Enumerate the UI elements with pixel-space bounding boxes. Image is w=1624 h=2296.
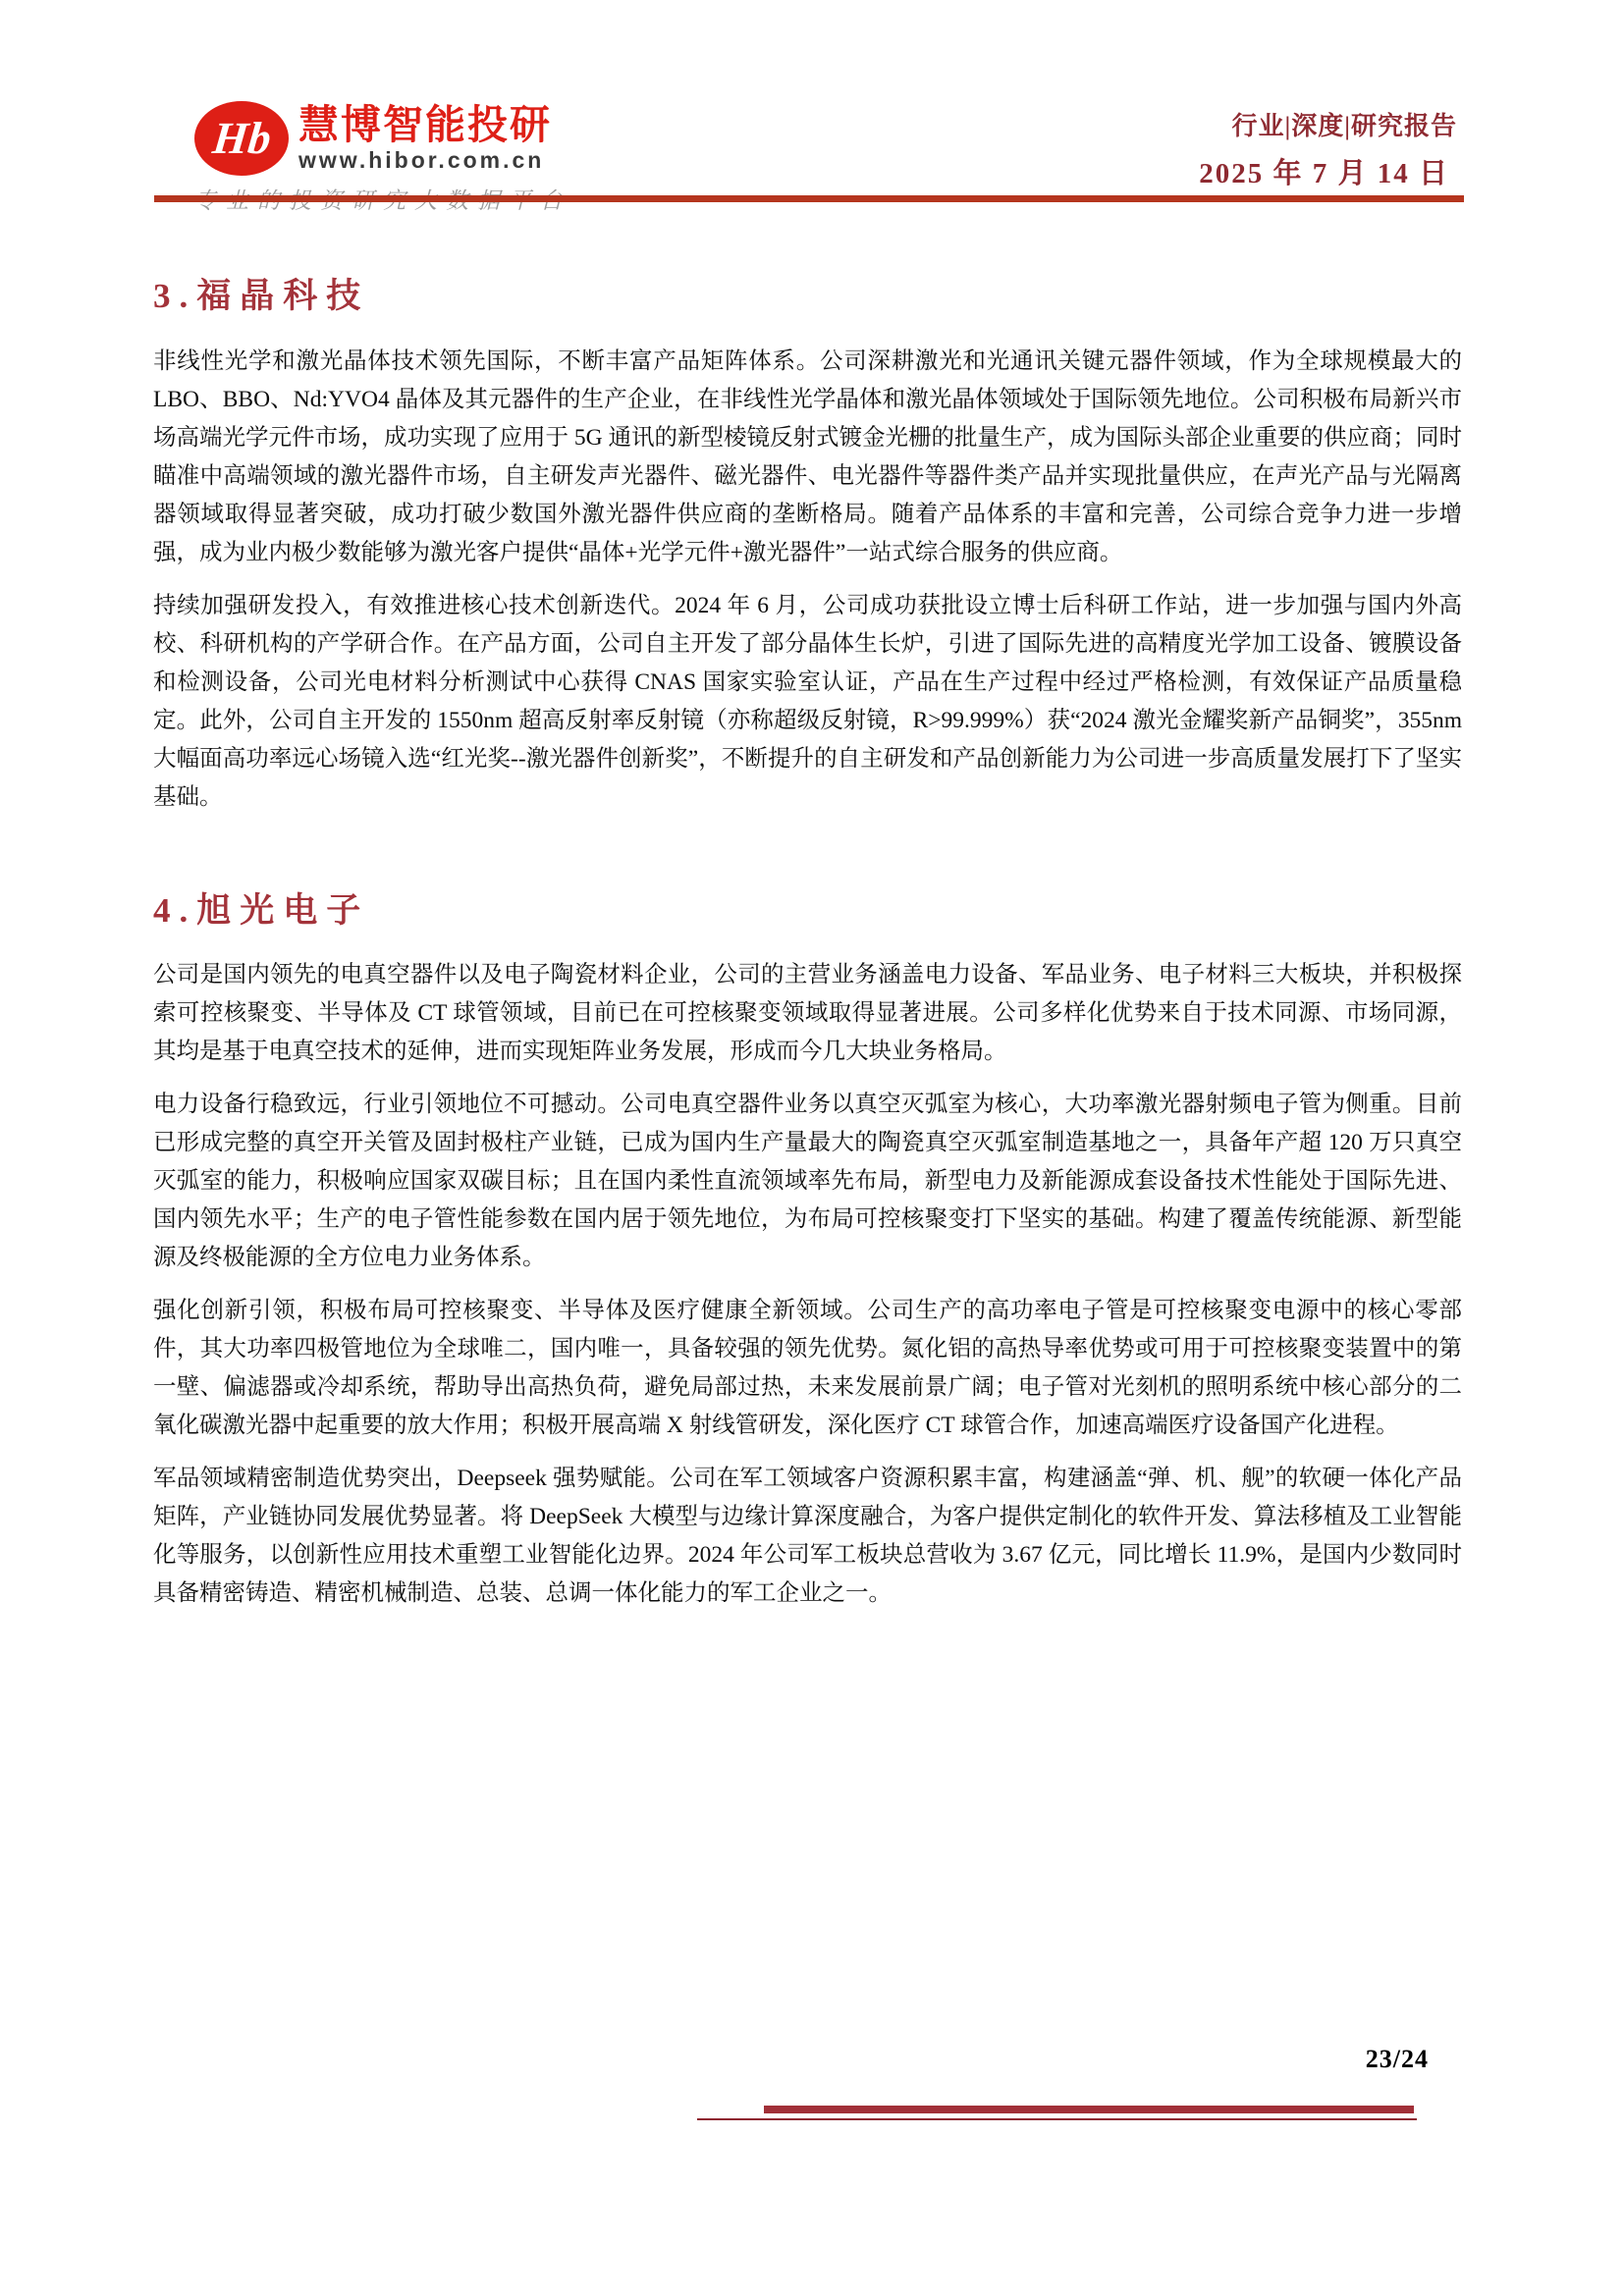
page-number: 23/24 <box>1365 2045 1429 2073</box>
report-meta <box>1199 106 1457 191</box>
brand-name: 慧博智能投研 <box>298 101 552 147</box>
report-type-label: 行业|深度|研究报告 <box>1231 112 1457 140</box>
section-title-fujing: 3.福晶科技 <box>153 277 370 315</box>
page-header <box>0 0 1624 202</box>
brand-logo-icon <box>194 101 289 176</box>
section-title-xuguang: 4.旭光电子 <box>153 890 370 930</box>
paragraph: 强化创新引领，积极布局可控核聚变、半导体及医疗健康全新领域。公司生产的高功率电子管是可控核聚变电源中的核心零部件，其大功率四极管地位为全球唯二，国内唯一，具备较强的领先优势。氮化铝的高热导率优势或可用于可控核聚变装置中的第一壁、偏滤器或冷却系统，帮助导出高热负荷，避免局部过热，未来发展前景广阔；电子管对光刻机的照明系统中核心部分的二氧化碳激光器中起重要的放大作用；积极开展高端 X 射线管研发，深化医疗 CT 球管合作，加速高端医疗设备国产化进程。 <box>153 1298 1462 1438</box>
footer-divider-thin <box>697 2118 1417 2120</box>
paragraph: 非线性光学和激光晶体技术领先国际，不断丰富产品矩阵体系。公司深耕激光和光通讯关键元器件领域，作为全球规模最大的 LBO、BBO、Nd:YVO4 晶体及其元器件的生产企业，在非线性光学晶体和激光晶体领域处于国际领先地位。公司积极布局新兴市场高端光学元件市场，成功实现了应用于 5G 通讯的新型棱镜反射式镀金光栅的批量生产，成为国际头部企业重要的供应商；同时瞄准中高端领域的激光器件市场，自主研发声光器件、磁光器件、电光器件等器件类产品并实现批量供应，在声光产品与光隔离器领域取得显著突破，成功打破少数国外激光器件供应商的垄断格局。随着产品体系的丰富和完善，公司综合竞争力进一步增强，成为业内极少数能够为激光客户提供“晶体+光学元件+激光器件”一站式综合服务的供应商。 <box>153 347 1462 565</box>
brand-url: www.hibor.com.cn <box>298 146 545 173</box>
report-date: 2025 年 7 月 14 日 <box>1199 158 1449 189</box>
header-divider <box>154 195 1464 202</box>
paragraph: 电力设备行稳致远，行业引领地位不可撼动。公司电真空器件业务以真空灭弧室为核心，大功率激光器射频电子管为侧重。目前已形成完整的真空开关管及固封极柱产业链，已成为国内生产量最大的陶瓷真空灭弧室制造基地之一，具备年产超 120 万只真空灭弧室的能力，积极响应国家双碳目标；且在国内柔性直流领域率先布局，新型电力及新能源成套设备技术性能处于国际先进、国内领先水平；生产的电子管性能参数在国内居于领先地位，为布局可控核聚变打下坚实的基础。构建了覆盖传统能源、新型能源及终极能源的全方位电力业务体系。 <box>153 1092 1462 1270</box>
paragraph: 持续加强研发投入，有效推进核心技术创新迭代。2024 年 6 月，公司成功获批设立博士后科研工作站，进一步加强与国内外高校、科研机构的产学研合作。在产品方面，公司自主开发了部分晶体生长炉，引进了国际先进的高精度光学加工设备、镀膜设备和检测设备，公司光电材料分析测试中心获得 CNAS 国家实验室认证，产品在生产过程中经过严格检测，有效保证产品质量稳定。此外，公司自主开发的 1550nm 超高反射率反射镜（亦称超级反射镜，R>99.999%）获“2024 激光金耀奖新产品铜奖”，355nm 大幅面高功率远心场镜入选“红光奖--激光器件创新奖”，不断提升的自主研发和产品创新能力为公司进一步高质量发展打下了坚实基础。 <box>153 592 1462 810</box>
logo-monogram: Hb <box>209 113 274 163</box>
footer-divider-thick <box>764 2106 1414 2113</box>
report-body <box>0 202 1624 1628</box>
paragraph: 军品领域精密制造优势突出，Deepseek 强势赋能。公司在军工领域客户资源积累丰富，构建涵盖“弹、机、舰”的软硬一体化产品矩阵，产业链协同发展优势显著。将 DeepSeek 大模型与边缘计算深度融合，为客户提供定制化的软件开发、算法移植及工业智能化等服务，以创新性应用技术重塑工业智能化边界。2024 年公司军工板块总营收为 3.67 亿元，同比增长 11.9%，是国内少数同时具备精密铸造、精密机械制造、总装、总调一体化能力的军工企业之一。 <box>153 1466 1462 1606</box>
paragraph: 公司是国内领先的电真空器件以及电子陶瓷材料企业，公司的主营业务涵盖电力设备、军品业务、电子材料三大板块，并积极探索可控核聚变、半导体及 CT 球管领域，目前已在可控核聚变领域取得显著进展。公司多样化优势来自于技术同源、市场同源，其均是基于电真空技术的延伸，进而实现矩阵业务发展，形成而今几大块业务格局。 <box>153 962 1462 1064</box>
